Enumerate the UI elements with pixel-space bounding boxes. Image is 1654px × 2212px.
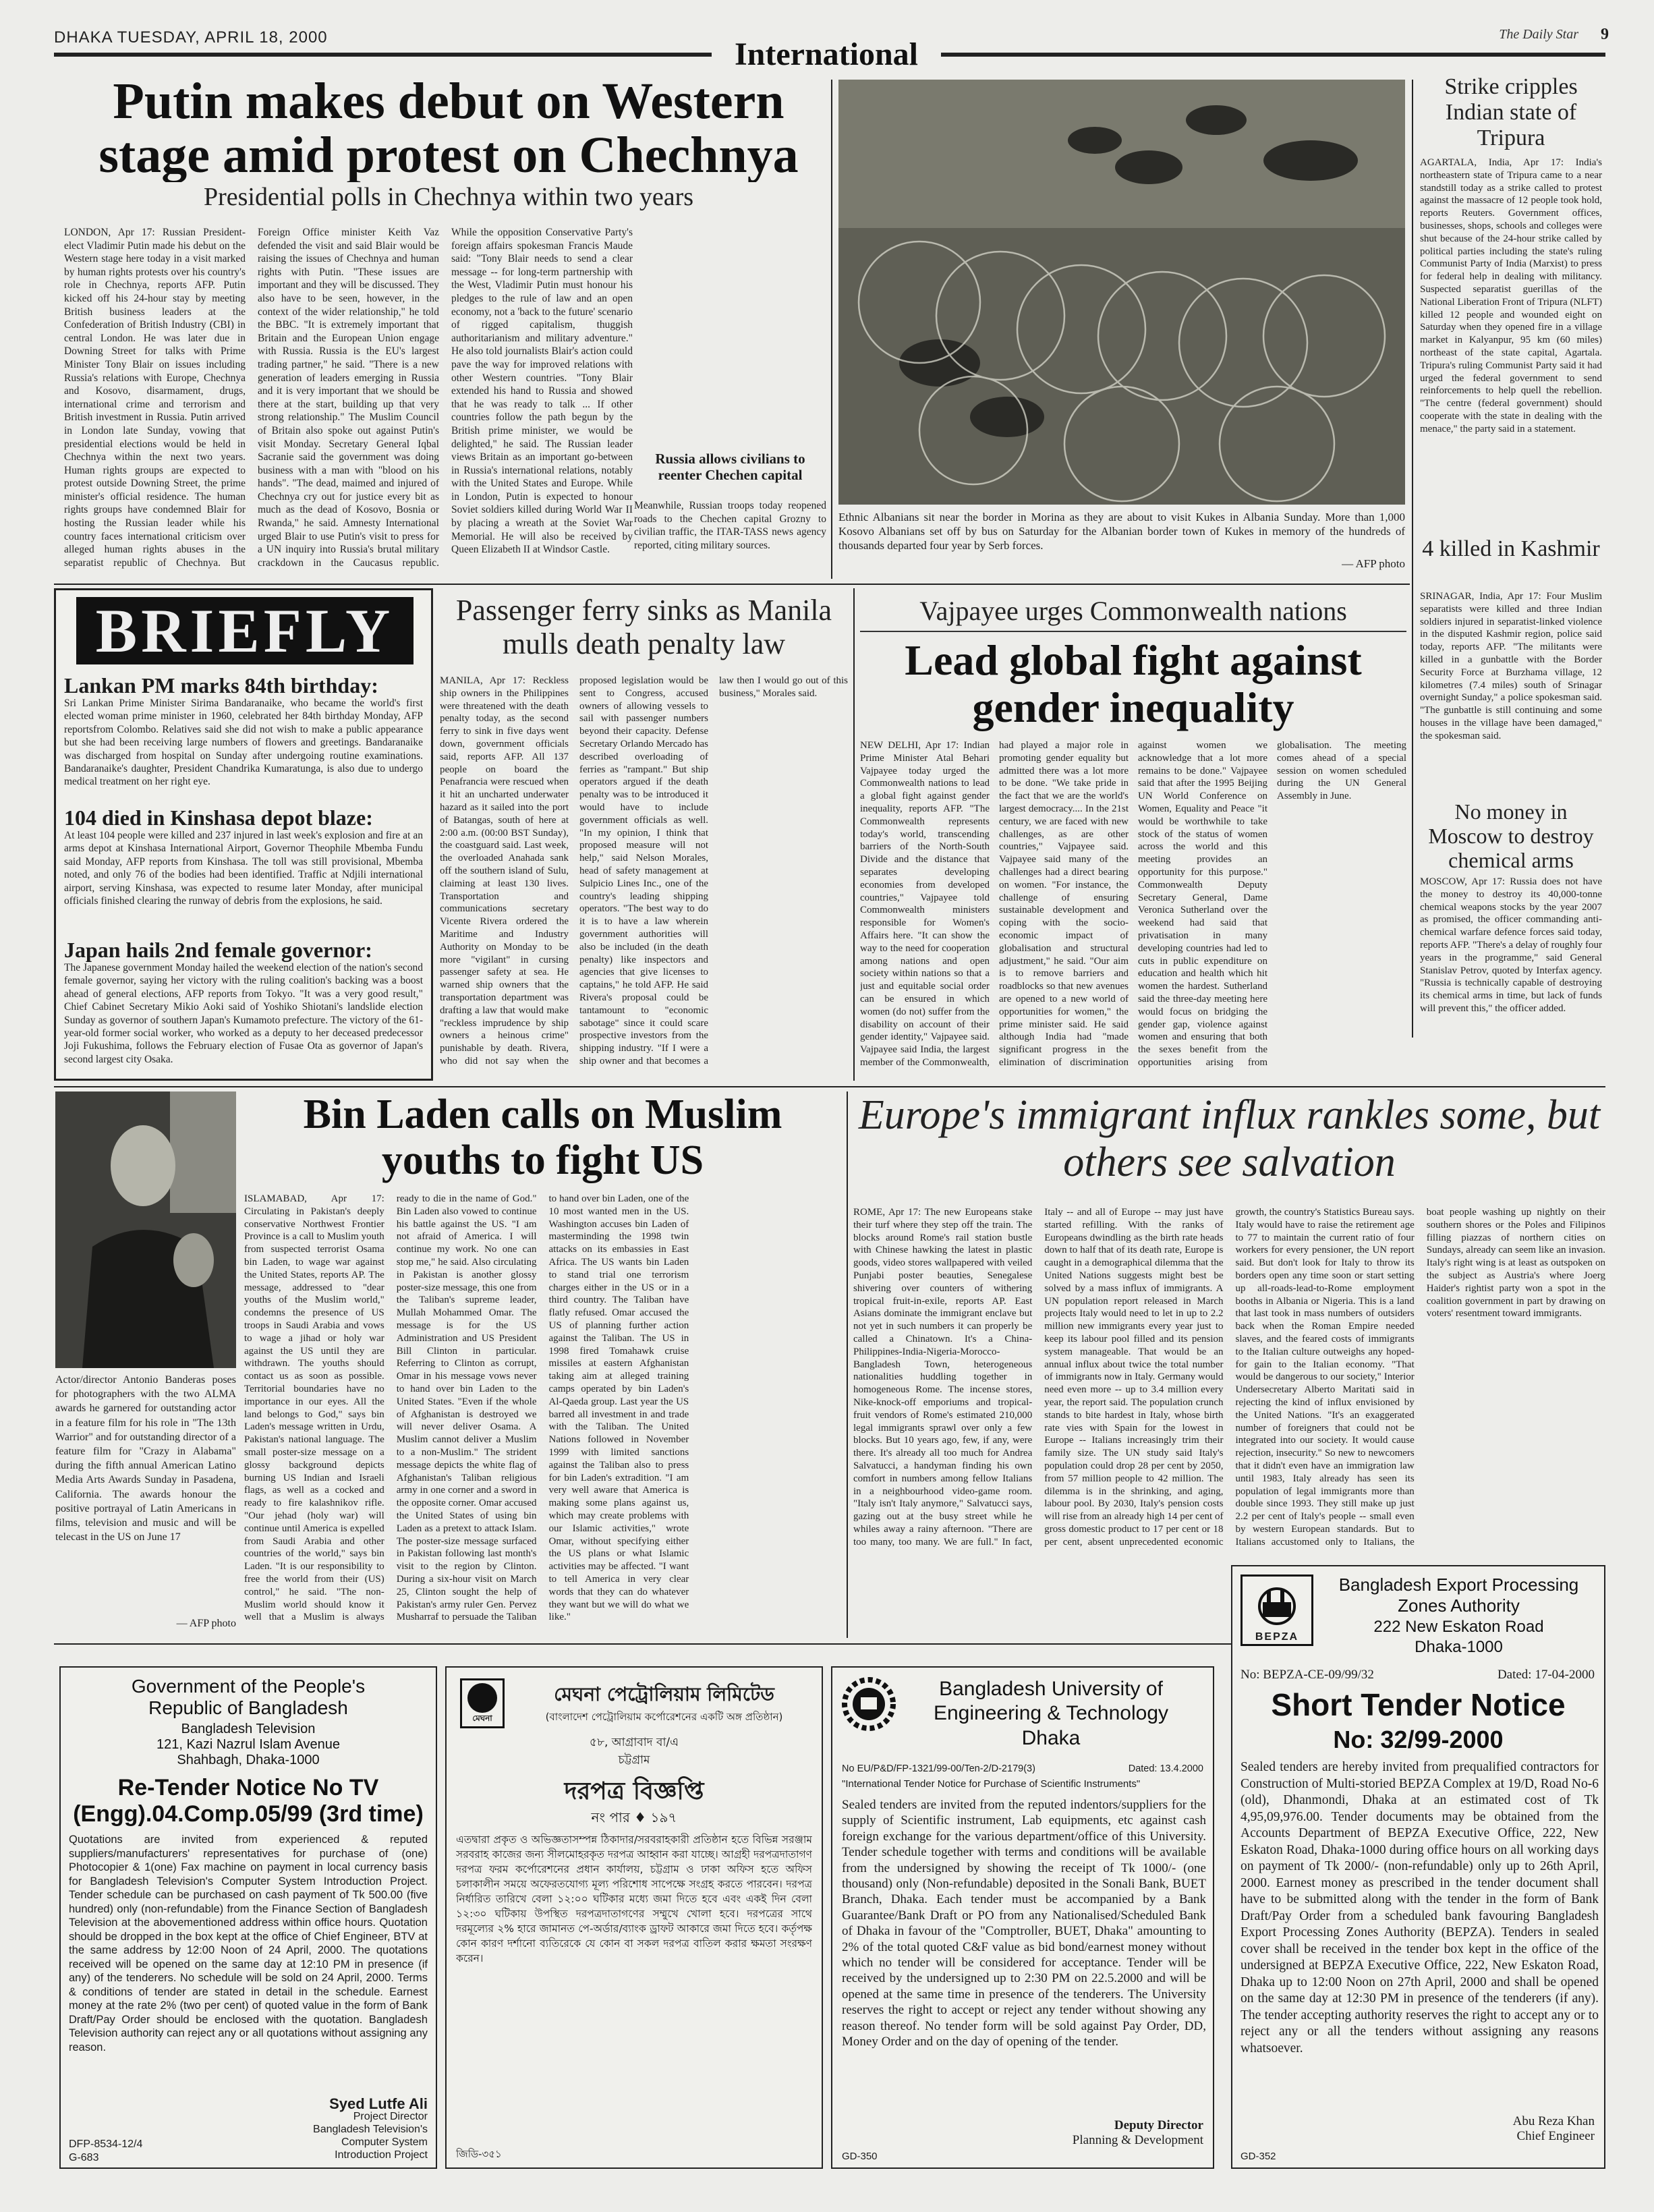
masthead-date: DHAKA TUESDAY, APRIL 18, 2000	[54, 28, 328, 47]
putin-subhead: Presidential polls in Chechnya within two years	[203, 183, 694, 211]
bepza-no: No: BEPZA-CE-09/99/32	[1240, 1668, 1374, 1682]
ferry-body: MANILA, Apr 17: Reckless ship owners in the Philippines were threatened with the death penalty today, as the second ferry to sink in five days went down, government officials said, reports AFP. All 137 people on board the Penafrancia were rescued when it hit an uncharted underwater hazard as it sailed into the port of Batangas, south of here at 2:00 a.m. (00:00 BST Sunday), the coastguard said. Last week, the overloaded Anahada sank off the southern island of Sulu, claiming at least 130 lives. Transportation and communications secretary Vicente Rivera ordered the Maritime and Industry Authority on Monday to be more "vigilant" in cursing passenger safety at sea. He warned ship owners that the transportation department was drafting a law that would make "reckless imprudence by ship owners a heinous crime" punishable by death. Rivera, who did not say when the proposed legislation would be sent to Congress, accused owners of allowing vessels to sail with passenger numbers beyond their capacity. Defense Secretary Orlando Mercado has described overloading of ferries as "rampant." But ship operators argued if the death penalty was to be introduced it would have to include government officials as well. "In my opinion, I think that proposed measure will not help," said Nelson Morales, head of safety management at Sulpicio Lines Inc., one of the country's leading shipping operators. "The best way to do it is to have a law wherein government authorities will also be included (in the death penalty) like inspectors and agencies that give licenses to captains," he told AFP. He said Rivera's proposal could be tantamount to "economic sabotage" since it could scare prospective investors from the shipping industry. "If I were a ship owner and that becomes a law then I would go out of this business," Morales said.	[440, 675, 848, 1067]
tripura-headline: Strike cripples Indian state of Tripura	[1444, 74, 1578, 150]
meghna-city: চট্টগ্রাম	[618, 1753, 650, 1767]
buet-body: Sealed tenders are invited from the reputed indentors/suppliers for the supply of Scientific instrument, Lab equipments, etc against cash foreign exchange for the various department/office of this University. Tender schedule together with terms and conditions will be available from the undersigned by showing the receipt of Tk 1000/- (one thousand) only (Non-refundable) deposited in the Sonali Bank, BUET Branch, Dhaka. Each tender must be accompanied by a Bank Guarantee/Bank Draft or PO from any Nationalised/Scheduled Bank of Dhaka in favour of the "Comptroller, BUET, Dhaka" amounting to 2% of the total quoted C&F value as bid bond/earnest money without which no tender will be considered for acceptance. Tender will be received by the undersigned up to 2:30 PM on 22.5.2000 and will be opened at the same time in presence of the tenderers. The University reserves the right to accept or reject any tender without showing any reason thereof. No tender form will be sold against Pay Order, DD, Money Order and on the day of opening of the tender.	[842, 1798, 1206, 2049]
bepza-gd: GD-352	[1240, 2151, 1276, 2162]
putin-body: LONDON, Apr 17: Russian President-elect Vladimir Putin made his debut on the Western stage here today in a visit marked by human rights protests over his country's role in Chechnya, reports AFP. Putin kicked off his 24-hour stay by meeting British business leaders at the Confederation of British Industry (CBI) in central London. He was later due in Downing Street for talks with Prime Minister Tony Blair on issues including Russia's relations with Europe, Chechnya and Kosovo, disarmament, drugs, international crime and terrorism and British investment in Russia. Putin arrived in London late Sunday, vowing that presidential elections would be held in Chechnya within the next two years. Human rights groups are expected to protest outside Downing Street, the prime minister's official residence. The human rights groups have condemned Blair for hosting the Russian leader while his country faces international criticism over alleged human rights abuses in the separatist republic of Chechnya. But Foreign Office minister Keith Vaz defended the visit and said Blair would be raising the issues of Chechnya and human rights with Putin. "These issues are important and they will be discussed. They also have to be seen, however, in the context of the wider relationship," he told the BBC. "It is extremely important that Britain and the European Union engage with Russia. Russia is the EU's largest trading partner," he said. "There is a new generation of leaders emerging in Russia and it is very important that we should be there at the start, building up that very strong relationship." The Muslim Council of Britain also spoke out against Putin's visit Monday. Secretary General Iqbal Sacranie said the government was doing business with a man with "blood on his hands". "The dead, maimed and injured of Chechnya cry out for justice every bit as much as the dead of Kosovo, Bosnia or Rwanda," he said. Amnesty International urged Blair to use Putin's visit to press for a UN inquiry into Russia's brutal military crackdown in the Caucasus republic. While the opposition Conservative Party's foreign affairs spokesman Francis Maude said: "Tony Blair needs to send a clear message -- for long-term partnership with the West, Vladimir Putin must honour his pledges to the rule of law and an open economy, not a 'back to the future' scenario of rigged capitalism, thuggish authoritarianism and military adventure." He also told journalists Blair's action could pave the way for improved relations with other Western countries. "Tony Blair extended his hand to Russia and showed that he was ready to talk ... If other countries follow the path begun by the British prime minister, we would be delighted," he said. The Russian leader views Britain as an important go-between in Russia's international relations, notably with the United States and Europe. While in London, Putin is expected to honour Soviet soldiers killed during World War II by placing a wreath at the Soviet War Memorial. He will also be received by Queen Elizabeth II at Windsor Castle.	[64, 227, 633, 569]
putin-sidehead: Russia allows civilians to reenter Chechen capital	[634, 451, 826, 483]
bepza-logo	[1240, 1575, 1313, 1646]
btv-addr2: Shahbagh, Dhaka-1000	[177, 1753, 320, 1767]
bepza-sign2: Chief Engineer	[1516, 2129, 1595, 2143]
ferry-headline: Passenger ferry sinks as Manila mulls death penalty law	[455, 594, 832, 660]
btv-sign-t3: Computer System	[341, 2136, 428, 2148]
buet-subject: "International Tender Notice for Purchase of Scientific Instruments"	[842, 1778, 1141, 1790]
buet-name: Bangladesh University of Engineering & Technology	[933, 1678, 1169, 1724]
putin-sidebody: Meanwhile, Russian troops today reopened roads to the Chechen capital Grozny to civilian traffic, the ITAR-TASS news agency reported, citing military sources.	[634, 499, 826, 577]
btv-title1: Re-Tender Notice No TV	[117, 1775, 379, 1800]
bepza-date: Dated: 17-04-2000	[1497, 1668, 1595, 1682]
kashmir-body: SRINAGAR, India, Apr 17: Four Muslim separatists were killed and three Indian soldiers injured in separatist-linked violence in the disputed Kashmir region, police said today, reports AFP. "The militants were killed in a gunbattle with the Border Security Force at Burzhama village, 12 kilometres (7.4 miles) south of Srinagar overnight Sunday," a police spokesman said. "The gunbattle is still continuing and some houses in the village have been damaged," the spokesman said.	[1420, 591, 1602, 741]
banderas-photo	[55, 1091, 236, 1368]
bepza-addr: 222 New Eskaton Road	[1373, 1618, 1544, 1636]
bepza-title: Short Tender Notice	[1271, 1687, 1566, 1722]
col-rule-1	[831, 80, 832, 579]
briefly-item-3-head: Japan hails 2nd female governor:	[64, 938, 372, 962]
btv-sign-t1: Project Director	[353, 2111, 428, 2122]
btv-body: Quotations are invited from experienced & reputed suppliers/manufacturers' representatives for purchase of (one) Photocopier & 1(one) Fax machine on payment in local currency basis for Bangladesh Television's Computer System Introduction Project. Tender schedule can be purchased on cash payment of Tk 500.00 (five hundred) only (non-refundable) from the Finance Section of Bangladesh Television at the abovementioned address within office hours. Quotation should be dropped in the box kept at the office of Chief Engineer, BTV at the same address by 12:00 Noon of 24 April, 2000. The quotations received will be opened on the same day at 12:10 PM in presence (if any) of the tenderers. No schedule will be sold on 24 April, 2000. Terms & conditions of tender are stated in detail in the schedule. Earnest money at the rate 2% (two per cent) of quoted value in the form of Bank Draft/Pay Order should be enclosed with the quotation. Bangladesh Television authority can reject any or all quotations without assigning any reason.	[69, 1834, 428, 2053]
btv-ref2: G-683	[69, 2152, 99, 2163]
col-rule-4	[847, 1091, 848, 1638]
masthead-rule-left	[54, 53, 712, 57]
bepza-city: Dhaka-1000	[1415, 1638, 1503, 1656]
btv-signature	[313, 2097, 428, 2161]
briefly-item-2-text: At least 104 people were killed and 237 injured in last week's explosion and fire at an arms depot at Kinshasa International Airport, Governor Theophile Mbemba Fundu said Monday, AFP reports from Kinshasa. The toll was still provisional, Mbemba noted, and only 76 of the bodies had been identified. Traffic at Ndjili international airport, serving Kinshasa, was expected to resume later Monday, after municipal officials finished clearing the runway of debris from the explosions, he said.	[64, 830, 423, 907]
btv-org1: Government of the People's	[131, 1676, 366, 1697]
meghna-addr: ৫৮, আগ্রাবাদ বা/এ	[589, 1736, 679, 1749]
briefly-item-2-head: 104 died in Kinshasa depot blaze:	[64, 805, 373, 830]
binladen-body: ISLAMABAD, Apr 17: Circulating in Pakistan's deeply conservative Northwest Frontier Province is a call to Muslim youth from suspected terrorist Osama bin Laden, to wage war against the United States, reports AP. The message, addressed to "dear youths of the Muslim world," condemns the presence of US troops in Saudi Arabia and vows to wage a jihad or holy war against the US until they are withdrawn. The youths should contact us as soon as possible. Territorial boundaries have no importance in our eyes. All the land belongs to God," says bin Laden's message written in Urdu, Pakistan's national language. The small poster-size message on a glossy background depicts burning US Indian and Israeli flags, as well as a cocked and ready to fire kalashnikov rifle. "Our jehad (holy war) will continue until America is expelled from Saudi Arabia and other countries of the world," says bin Laden. "It is our responsibility to free the world from their (US) control," he said. "The non-Muslim world should know it well that a Muslim is always ready to die in the name of God." Bin Laden also vowed to continue his battle against the US. "I am not afraid of America. I will continue my work. No one can stop me," he said. Also circulating in Pakistan is another glossy poster-size message, this one from the Taliban's supreme leader, Mullah Mohammed Omar. The message is for the US Administration and US President Bill Clinton in particular. Referring to Clinton as corrupt, Omar in his message vows never to hand over bin Laden to the United States. "Even if the whole of Afghanistan is destroyed we will never deliver Osama. A Muslim cannot deliver a Muslim to a non-Muslim." The strident message depicts the white flag of Afghanistan's Taliban religious army in one corner and a sword in the opposite corner. Omar accused the United States of using bin Laden as a pretext to attack Islam. The poster-size message surfaced in Pakistan following last month's visit to the region by Clinton. During a six-hour visit on March 25, Clinton sought the help of Pakistan's army ruler Gen. Pervez Musharraf to persuade the Taliban to hand over bin Laden, one of the 10 most wanted men in the US. Washington accuses bin Laden of masterminding the 1998 twin attacks on its embassies in East Africa. The US wants bin Laden to stand trial one terrorism charges either in the US or in a third country. The Taliban have flatly refused. Omar accused the US of planning further action against the Taliban. The US in 1998 fired Tomahawk cruise missiles at eastern Afghanistan taking aim at alleged training camps operated by bin Laden's Al-Qaeda group. Last year the US barred all investment in and trade with the Taliban. The United Nations followed in November 1999 with limited sanctions against the Taliban also to press for bin Laden's extradition. "I am very well aware that America is making some plans against us, which may create problems with our Islamic activities," wrote Omar, without specifying either the US plans or what Islamic activities may be affected. "I want to tell America in very clear words that they can do whatever they want but we will do what we like."	[244, 1193, 689, 1623]
meghna-no: নং পার ♦ ১৯৭	[591, 1809, 677, 1825]
bepza-sign1: Abu Reza Khan	[1512, 2114, 1595, 2128]
meghna-body: এতদ্বারা প্রকৃত ও অভিজ্ঞতাসম্পন্ন ঠিকাদার/সরবরাহকারী প্রতিষ্ঠান হতে বিভিন্ন সরঞ্জাম সরবরাহ কাজের জন্য সীলমোহরকৃত দরপত্র আহ্বান করা যাচ্ছে। আগ্রহী দরপত্রদাতাগণ দরপত্র ফরম কর্পোরেশনের প্রধান কার্যালয়, চট্টগ্রাম ও ঢাকা অফিস হতে অফিস চলাকালীন সময়ে অফেরতযোগ্য মূল্য পরিশোধ সাপেক্ষে সংগ্রহ করতে পারবেন। দরপত্র নির্ধারিত তারিখে বেলা ১২:০০ ঘটিকার মধ্যে জমা দিতে হবে এবং একই দিন বেলা ১২:৩০ ঘটিকায় উপস্থিত দরপত্রদাতাগণের সম্মুখে খোলা হবে। দরপত্রের সাথে দরমূল্যের ২% হারে জামানত পে-অর্ডার/ব্যাংক ড্রাফট আকারে জমা দিতে হবে। কর্তৃপক্ষ কোন কারণ দর্শানো ব্যতিরেকে যে কোন বা সকল দরপত্র বাতিল করার ক্ষমতা সংরক্ষণ করেন।	[456, 1834, 812, 1964]
banderas-caption: Actor/director Antonio Banderas poses for photographers with the two ALMA awards he garnered for outstanding actor in a feature film for his role in "The 13th Warrior" and for outstanding director of a feature film for "Crazy in Alabama" during the fifth annual American Latino Media Arts Awards Sunday in Pasadena, California. The awards honour the positive portrayal of Latin Americans in films, television and music and will be telecast in the US on June 17	[55, 1374, 236, 1543]
banderas-credit: — AFP photo	[155, 1618, 236, 1630]
meghna-name: মেঘনা পেট্রোলিয়াম লিমিটেড	[554, 1683, 774, 1705]
buet-gd: GD-350	[842, 2151, 878, 2162]
europe-body: ROME, Apr 17: The new Europeans stake their turf where they step off the train. The blocks around Rome's rail station bustle with Chinese hawking the latest in plastic goods, video stores wallpapered with veiled Punjabi poster beauties, Senegalese shivering over counters of withering tropical fruit-in-exile, reports AP. East Asians dominate the immigrant enclave but not yet in such numbers it can properly be called a Chinatown. It's a China-Philippines-India-Nigeria-Morocco-Bangladesh Town, heterogeneous nationalities huddling together in homogeneous Rome. The incense stores, Nike-knock-off emporiums and tropical-fruit vendors of Rome's estimated 210,000 legal immigrants sprawl over only a few blocks. But 10 years ago, few, if any, were there. It's already all too much for Andrea Salvatucci, a handyman finding his own comfort in numbers among fellow Italians in a neighbourhood video-game room. "Italy isn't Italy anymore," Salvatucci says, gazing out at the busy street while he whiles away a rainy afternoon. "There are too many, too many. We are full." In fact, Italy -- and all of Europe -- may just have started refilling. With the ranks of Europeans dwindling as the birth rate heads down to half that of its death rate, Europe is caught in a demographical dilemma that the United Nations suggests might best be solved by a mass influx of immigrants. A UN population report released in March projects Italy would need to let in up to 2.2 million new immigrants every year just to keep its labour pool filled and its pension system manageable. That would be an annual influx about twice the total number of immigrants now in Italy. Germany would need even more -- up to 3.4 million every year, the report said. The population crunch stands to bite hardest in Italy, whose birth rate vies with Spain for the lowest in Europe -- Italians increasingly trim their family size. The UN study said Italy's population could drop 28 per cent by 2050, from 57 million people to 42 million. The dilemma is in the shrinking, and aging, labour pool. By 2030, Italy's pension costs will rise from an already high 14 per cent of gross domestic product to 17 per cent or 18 per cent, absent unprecedented economic growth, the country's Statistics Bureau says. Italy would have to raise the retirement age to 77 to maintain the current ratio of four workers for every pensioner, the UN report said. But don't look for Italy to throw its borders open any time soon or start setting up all-roads-lead-to-Rome employment booths in Albania or Nigeria. This is a land that last took in mass numbers of outsiders back when the Roman Empire needed slaves, and the feared costs of immigrants to the Italian culture outweighs any hoped-for gain to the Italian economy. "That would be dangerous to our society," Interior Undersecretary Alberto Maritati said in rejecting the kind of influx envisioned by the United Nations. "It's an exaggerated number of foreigners that could not be integrated into our society. It would cause rejection, insecurity." So new to newcomers that it didn't even have an immigration law until 1983, Italy already has seen its population of legal immigrants more than double since 1993. They still make up just 2.2 per cent of Italy's people -- small even by western European standards. But to Italians accustomed only to Italians, the boat people washing up nightly on their southern shores or the Poles and Filipinos filling piazzas of northern cities on Sundays, already can seem like an invasion. Italy's right wing is at least as outspoken on the subject as Austria's where Joerg Haider's rightist party won a spot in the coalition government in part by drawing on voters' resentment toward immigrants.	[853, 1207, 1605, 1548]
briefly-box	[54, 588, 433, 1081]
ad-bepza	[1231, 1565, 1605, 2169]
buet-date: Dated: 13.4.2000	[1128, 1763, 1203, 1774]
europe-headline: Europe's immigrant influx rankles some, but others see salvation	[858, 1092, 1601, 1185]
row-rule-3	[54, 1643, 1234, 1645]
row-rule-1	[54, 584, 1410, 585]
buet-signature	[1073, 2118, 1203, 2148]
btv-addr1: 121, Kazi Nazrul Islam Avenue	[156, 1737, 340, 1752]
meghna-ref: জিডি-৩৫১	[456, 2148, 502, 2160]
ad-btv	[59, 1666, 437, 2169]
bepza-tno: No: 32/99-2000	[1333, 1726, 1504, 1753]
buet-city: Dhaka	[1021, 1727, 1081, 1749]
moscow-body: MOSCOW, Apr 17: Russia does not have the money to destroy its 40,000-tonne chemical weapons stocks by the year 2007 as promised, the officer commanding anti-chemical warfare defence forces said today, reports AFP. "There's a delay of roughly four years in the programme," said General Stanislav Petrov, quoted by Interfax agency. "Russia is technically capable of destroying its chemical arms in time, but lack of funds will prevent this," the officer added.	[1420, 876, 1602, 1014]
ad-buet	[831, 1666, 1214, 2169]
buet-ref: No EU/P&D/FP-1321/99-00/Ten-2/D-2179(3)	[842, 1763, 1035, 1774]
row-rule-2	[54, 1086, 1605, 1087]
portrait-figure	[55, 1091, 236, 1368]
meghna-logo-icon	[467, 1683, 497, 1713]
kukes-photo	[838, 80, 1405, 505]
meghna-logo	[460, 1678, 505, 1728]
btv-title2: (Engg).04.Comp.05/99 (3rd time)	[73, 1801, 424, 1827]
col-rule-3	[853, 588, 855, 1081]
btv-dept: Bangladesh Television	[181, 1722, 316, 1736]
btv-org2: Republic of Bangladesh	[148, 1697, 348, 1718]
btv-sign-t4: Introduction Project	[335, 2149, 428, 2161]
section-title: International	[734, 36, 918, 72]
putin-headline: Putin makes debut on Western stage amid protest on Chechnya	[98, 74, 799, 182]
briefly-title: BRIEFLY	[76, 597, 414, 664]
kukes-credit: — AFP photo	[1309, 557, 1405, 571]
paper-name: The Daily Star	[1499, 27, 1578, 42]
moscow-headline: No money in Moscow to destroy chemical arms	[1428, 799, 1594, 872]
briefly-item-3-text: The Japanese government Monday hailed the weekend election of the nation's second female governor, saying her victory with the ruling coalition's backing was a boost ahead of general elections, AFP reports from Tokyo. "It was a very good result," Chief Cabinet Secretary Mikio Aoki said of Yoshiko Shiotani's landslide election Sunday as governor of southern Japan's Kumamoto prefecture. The victory of the 61-year-old former social worker, who worked as a deputy to her deceased predecessor Joji Fukushima, follows the February election of Fusae Ota as governor of Japan's second largest city Osaka.	[64, 962, 423, 1065]
vajpayee-kicker: Vajpayee urges Commonwealth nations	[860, 595, 1406, 632]
btv-ref1: DFP-8534-12/4	[69, 2138, 143, 2150]
buet-sign2: Planning & Development	[1072, 2133, 1203, 2147]
kukes-caption: Ethnic Albanians sit near the border in Morina as they are about to visit Kukes in Albania Sunday. More than 1,000 Kosovo Albanians set off by bus on Saturday for the Albanian border town of Kukes in memory of the hundreds of thousands departed four year by Serb forces.	[838, 511, 1405, 552]
bepza-signature	[1513, 2114, 1595, 2144]
gear-emblem-icon	[842, 1677, 896, 1731]
bepza-body: Sealed tenders are hereby invited from prequalified contractors for Construction of Multi-storied BEPZA Complex at 19/D, Road No-6 (old), Dhanmondi, Dhaka at an estimated cost of Tk 4,95,09,976.00. Tender documents may be obtained from the Accounts Department of BEPZA Executive Office, 222, New Eskaton Road, Dhaka-1000 during office hours on all working days on payment of Tk 2000/- (non-refundable) only up to 26th April, 2000. Earnest money as prescribed in the tender document shall have to be submitted along with the tender in the form of Bank Draft/Pay Order from a scheduled bank favouring Bangladesh Export Processing Zones Authority (BEPZA). Tenders in sealed cover shall be received in the tender box kept in the office of the undersigned at BEPZA Executive Office, 222, New Eskaton Road, Dhaka up to 12:00 Noon on 27th April, 2000 and shall be opened on the same day at 12:30 PM in presence of the tenderers (if any). The tender accepting authority reserves the right to accept any or to reject any or all the tenders without assigning any reasons whatsoever.	[1240, 1760, 1599, 2055]
meghna-logo-text: মেঘনা	[472, 1713, 492, 1723]
vajpayee-body: NEW DELHI, Apr 17: Indian Prime Minister Atal Behari Vajpayee today urged the Commonwealth nations to lead a global fight against gender inequality, reports AFP. "The Commonwealth represents today's world, transcending barriers of the North-South Divide and the distance that separates developing economies from developed countries," Vajpayee told Commonwealth ministers responsible for Women's Affairs here. "It can show the way to the need for cooperation among nations and open society within nations so that a just and equitable social order can be ensured in which women (do not) suffer from the disability on account of their gender identity," Vajpayee said. Vajpayee said India, the largest member of the Commonwealth, had played a major role in promoting gender equality but admitted there was a lot more to be done. "We take pride in the fact that we are the world's largest democracy.... In the 21st century, we are faced with new challenges, as are other countries," Vajpayee said. Vajpayee said many of the challenges had a direct bearing on women. "For instance, the challenge of ensuring sustainable development and coping with the socio-economic impact of globalisation and structural adjustment," he said. "Our aim is to remove barriers and roadblocks so that new avenues are opened to a new world of opportunities for women," the prime minister said. He said although India had "made significant progress in the elimination of discrimination against women we acknowledge that a lot more remains to be done." Vajpayee said that after the 1995 Beijing UN World Conference on Women, Equality and Peace "it would be worthwhile to take stock of the status of women across the world and this meeting provides an opportunity for this purpose." Commonwealth Deputy Secretary General, Dame Veronica Sutherland over the weekend had said that privatisation in many developing countries had led to cuts in public expenditure on education and health which hit women the hardest. Sutherland said the three-day meeting here would focus on bridging the gender gap, violence against women and ensuring that both the sexes benefit from the opportunities arising from globalisation. The meeting comes ahead of a special session on women scheduled during the UN General Assembly in June.	[860, 740, 1406, 1068]
briefly-item-1-text: Sri Lankan Prime Minister Sirima Bandaranaike, who became the world's first elected woman prime minister in 1960, celebrated her 84th birthday Monday, AFP reportsfrom Colombo. Relatives said she did not wish to make a public appearance but she had been receiving large numbers of flowers and greetings. Bandaranaike was discharged from hospital on Sunday after undergoing routine examinations. Bandaranaike's daughter, President Chandrika Kumaratunga, is also due to undergo medical treatment on her right eye.	[64, 698, 423, 788]
bepza-org: Bangladesh Export Processing Zones Authority	[1338, 1575, 1579, 1616]
tripura-body: AGARTALA, India, Apr 17: India's northeastern state of Tripura came to a near standstill today as a strike called to protest against the massacre of 12 people took hold, reports Reuters. Government offices, businesses, shops, schools and colleges were shut because of the 24-hour strike called by political parties including the state's ruling Communist Party of India (Marxist) to press for federal help in dealing with militancy. Suspected separatist guerillas of the National Liberation Front of Tripura (NLFT) killed 12 people and wounded eight on Saturday when they opened fire in a village market in Kalyanpur, 95 km (60 miles) northeast of the state capital, Agartala. Tripura's ruling Communist Party said it had urged the federal government to send reinforcements to help quell the rebellion. "The centre (federal government) should cooperate with the state in dealing with the menace," the party said in a statement.	[1420, 157, 1602, 434]
buet-logo	[842, 1677, 896, 1731]
meghna-title: দরপত্র বিজ্ঞপ্তি	[564, 1778, 704, 1805]
btv-sign-name: Syed Lutfe Ali	[329, 2095, 428, 2112]
btv-sign-t2: Bangladesh Television's	[313, 2124, 428, 2135]
bepza-logo-text: BEPZA	[1255, 1631, 1299, 1643]
meghna-sub: (বাংলাদেশ পেট্রোলিয়াম কর্পোরেশনের একটি অঙ্গ প্রতিষ্ঠান)	[545, 1711, 783, 1723]
masthead-rule-right	[941, 53, 1605, 57]
binladen-headline: Bin Laden calls on Muslim youths to fight US	[303, 1091, 782, 1183]
buet-sign1: Deputy Director	[1114, 2118, 1203, 2132]
barbed-wire-scene	[838, 80, 1405, 505]
vajpayee-headline: Lead global fight against gender inequality	[905, 637, 1362, 731]
col-rule-2	[1412, 80, 1413, 1038]
page-number: 9	[1601, 26, 1609, 43]
briefly-item-1-head: Lankan PM marks 84th birthday:	[64, 674, 378, 698]
kashmir-headline: 4 killed in Kashmir	[1422, 536, 1600, 561]
briefly-items	[64, 674, 423, 1075]
factory-icon	[1243, 1577, 1311, 1628]
ad-meghna	[445, 1666, 823, 2169]
